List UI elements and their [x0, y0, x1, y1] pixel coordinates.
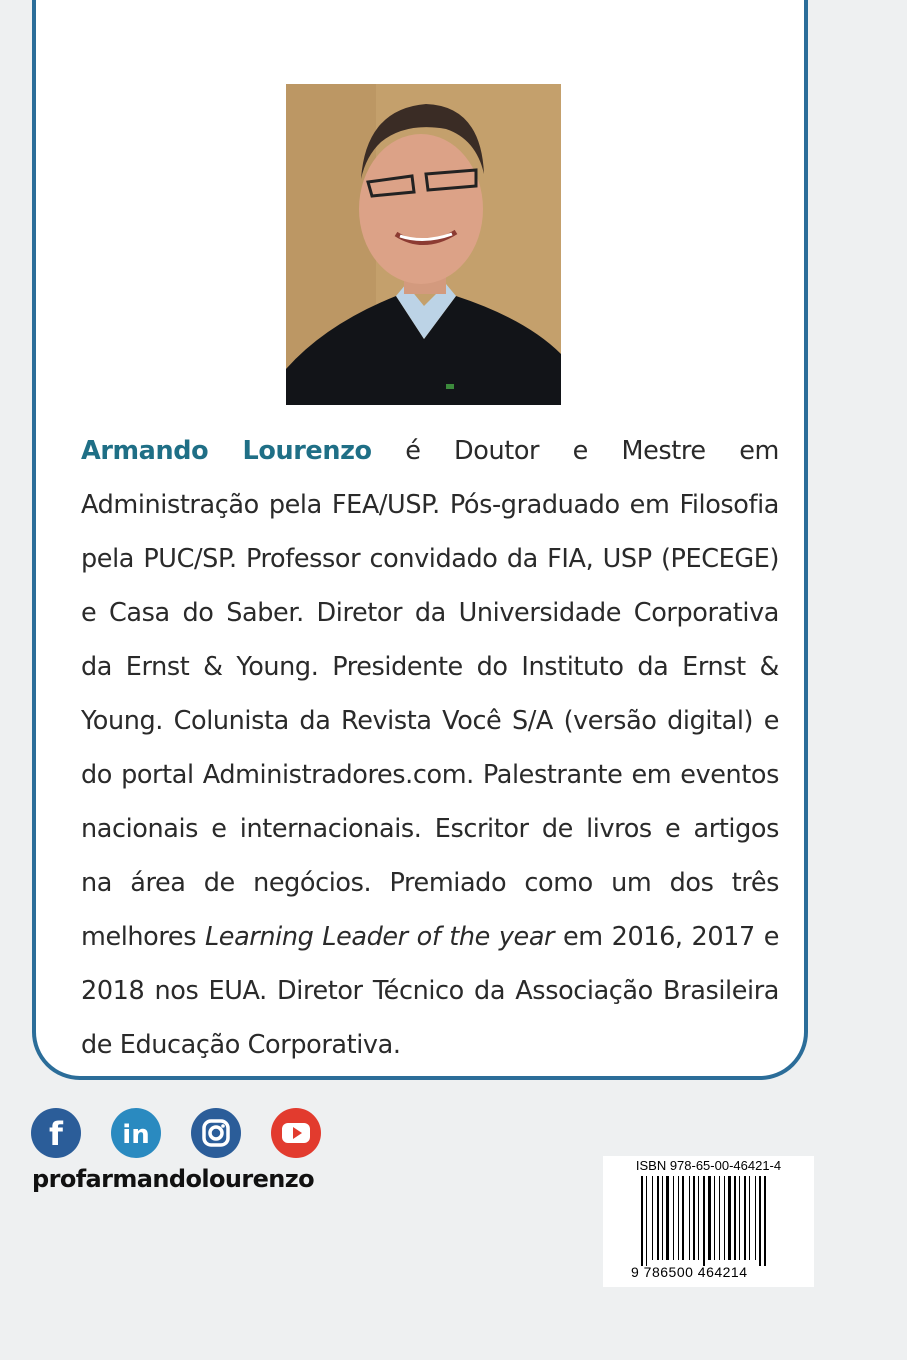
barcode-bar [739, 1176, 740, 1260]
bio-text-1: é Doutor e Mestre em Administração pela FEA/USP. Pós-graduado em Filosofia pela PUC/SP. Professor convidado da FIA, USP (PECEGE) e Casa do Saber. Diretor da Universidade Corporativa da Ernst & Young. Presidente do Instituto da Ernst & Young. Colunista da Revista Você S/A (versão digital) e do portal Administradores.com. Palestrante em eventos nacionais e internacionais. Escritor de livros e artigos na área de negócios. Premiado como um dos três melhores [81, 436, 779, 952]
barcode-bar [749, 1176, 750, 1260]
author-name: Armando Lourenzo [81, 436, 372, 466]
barcode-bar [682, 1176, 684, 1260]
barcode-bar [666, 1176, 669, 1260]
barcode-bar [703, 1176, 705, 1266]
barcode-bar [678, 1176, 679, 1260]
isbn-label: ISBN 978-65-00-46421-4 [635, 1158, 782, 1173]
linkedin-icon[interactable] [111, 1108, 161, 1158]
barcode-bar [724, 1176, 725, 1260]
barcode-bar [698, 1176, 699, 1260]
author-photo [286, 84, 561, 405]
barcode-bar [744, 1176, 746, 1260]
barcode-bar [689, 1176, 690, 1260]
bio-text-2: em 2016, 2017 e 2018 nos EUA. Diretor Técnico da Associação Brasileira de Educação Corporativa. [81, 922, 779, 1060]
barcode-bar [693, 1176, 695, 1260]
barcode-bar [652, 1176, 653, 1260]
barcode-bar [728, 1176, 731, 1260]
barcode [603, 1156, 814, 1287]
barcode-bar [714, 1176, 715, 1260]
instagram-icon[interactable] [191, 1108, 241, 1158]
barcode-bar [673, 1176, 674, 1260]
barcode-bar [657, 1176, 659, 1260]
barcode-bar [764, 1176, 766, 1266]
barcode-bar [708, 1176, 711, 1260]
facebook-icon[interactable] [31, 1108, 81, 1158]
barcode-bar [646, 1176, 647, 1266]
barcode-bar [755, 1176, 756, 1260]
barcode-bar [641, 1176, 643, 1266]
svg-text:in: in [122, 1120, 150, 1150]
social-handle[interactable]: profarmandolourenzo [32, 1165, 314, 1193]
barcode-bar [759, 1176, 761, 1266]
youtube-icon[interactable] [271, 1108, 321, 1158]
barcode-bar [662, 1176, 663, 1260]
svg-text:f: f [49, 1115, 63, 1153]
barcode-bar [719, 1176, 720, 1260]
barcode-number: 9 786500 464214 [631, 1264, 748, 1280]
author-bio [81, 424, 779, 1072]
bio-award-title: Learning Leader of the year [204, 922, 555, 952]
barcode-bar [734, 1176, 736, 1260]
social-icons [31, 1108, 321, 1158]
